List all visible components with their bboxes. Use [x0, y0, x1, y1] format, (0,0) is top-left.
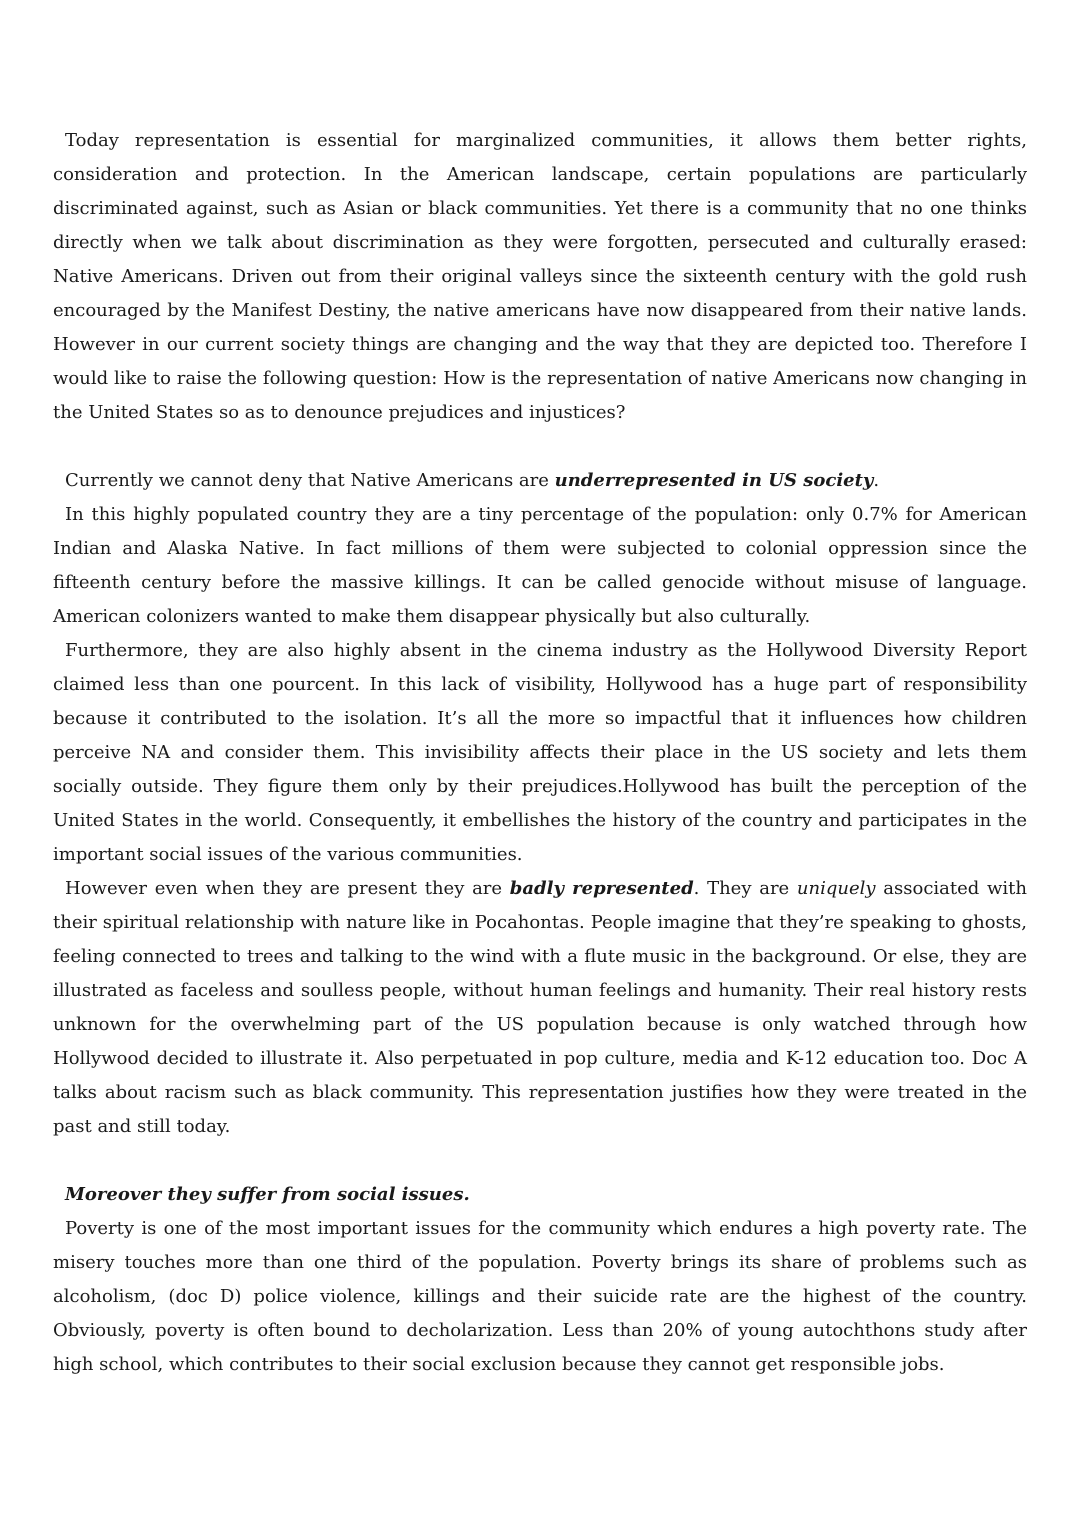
- section1-lead-after: .: [873, 470, 880, 491]
- section1-lead-before: Currently we cannot deny that Native Americans are: [65, 470, 555, 491]
- section1-p3-after: associated with their spiritual relationship with nature like in Pocahontas. People imagine that they’re speaking to ghosts, feeling connected to trees and talking to the wind with a flute music in the background. Or else, they are illustrated as faceless and soulless people, without human feelings and humanity. Their real history rests unknown for the overwhelming part of the US population because is only watched through how Hollywood decided to illustrate it. Also perpetuated in pop culture, media and K-12 education too. Doc A talks about racism such as black community. This representation justifies how they were treated in the past and still today.: [53, 878, 1027, 1137]
- section1-p3-mid: . They are: [693, 878, 797, 899]
- document-page: [53, 124, 1027, 1382]
- section1-lead-emphasis: underrepresented in US society: [554, 470, 874, 491]
- section1-paragraph-1: In this highly populated country they are a tiny percentage of the population: only 0.7% for American Indian and Alaska Native. In fact millions of them were subjected to colonial oppression since the fifteenth century before the massive killings. It can be called genocide without misuse of language. American colonizers wanted to make them disappear physically but also culturally.: [53, 504, 1027, 627]
- section1-p3-emphasis: badly represented: [509, 878, 694, 899]
- section2-paragraph-1: Poverty is one of the most important issues for the community which endures a high poverty rate. The misery touches more than one third of the population. Poverty brings its share of problems such as alcoholism, (doc D) police violence, killings and their suicide rate are the highest of the country. Obviously, poverty is often bound to decholarization. Less than 20% of young autochthons study after high school, which contributes to their social exclusion because they cannot get responsible jobs.: [53, 1218, 1027, 1375]
- section1-paragraph-2: Furthermore, they are also highly absent in the cinema industry as the Hollywood Diversity Report claimed less than one pourcent. In this lack of visibility, Hollywood has a huge part of responsibility because it contributed to the isolation. It’s all the more so impactful that it influences how children perceive NA and consider them. This invisibility affects their place in the US society and lets them socially outside. They figure them only by their prejudices.Hollywood has built the perception of the United States in the world. Consequently, it embellishes the history of the country and participates in the important social issues of the various communities.: [53, 640, 1027, 865]
- section1-p3-before: However even when they are present they are: [65, 878, 510, 899]
- section1-lead: [53, 464, 1027, 498]
- paragraph-gap: [53, 430, 1027, 464]
- section1-paragraph-3: [53, 872, 1027, 1144]
- intro-paragraph: Today representation is essential for marginalized communities, it allows them better rights, consideration and protection. In the American landscape, certain populations are particularly discriminated against, such as Asian or black communities. Yet there is a community that no one thinks directly when we talk about discrimination as they were forgotten, persecuted and culturally erased: Native Americans. Driven out from their original valleys since the sixteenth century with the gold rush encouraged by the Manifest Destiny, the native americans have now disappeared from their native lands. However in our current society things are changing and the way that they are depicted too. Therefore I would like to raise the following question: How is the representation of native Americans now changing in the United States so as to denounce prejudices and injustices?: [53, 130, 1027, 423]
- section1-p3-italic: uniquely: [796, 878, 876, 899]
- section2-heading: Moreover they suffer from social issues.: [65, 1184, 470, 1205]
- paragraph-gap: [53, 1144, 1027, 1178]
